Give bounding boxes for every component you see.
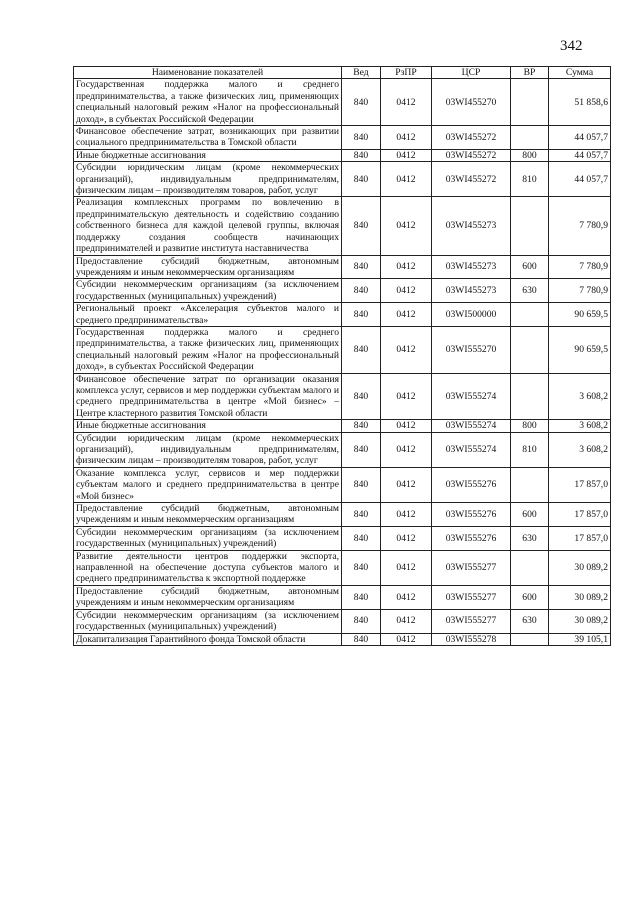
cell-sum: 3 608,2: [549, 373, 611, 420]
cell-csr: 03WI555270: [432, 326, 511, 373]
header-ved: Вед: [342, 67, 381, 79]
cell-sum: 90 659,5: [549, 326, 611, 373]
cell-name: Предоставление субсидий бюджетным, автономным учреждениям и иным некоммерческим организациям: [74, 503, 342, 527]
table-row: [74, 79, 611, 126]
cell-name: Оказание комплекса услуг, сервисов и мер поддержки субъектам малого и среднего предпринимательства в центре «Мой бизнес»: [74, 467, 342, 502]
header-name: Наименование показателей: [74, 67, 342, 79]
cell-vr: [511, 550, 549, 585]
cell-ved: 840: [342, 432, 381, 467]
cell-csr: 03WI555274: [432, 432, 511, 467]
cell-name: Региональный проект «Акселерация субъектов малого и среднего предпринимательства»: [74, 303, 342, 327]
cell-ved: 840: [342, 197, 381, 255]
cell-name: Иные бюджетные ассигнования: [74, 420, 342, 432]
table-row: [74, 126, 611, 150]
cell-csr: 03WI455273: [432, 279, 511, 303]
cell-rzpr: 0412: [381, 303, 432, 327]
cell-ved: 840: [342, 79, 381, 126]
cell-sum: 44 057,7: [549, 126, 611, 150]
cell-sum: 51 858,6: [549, 79, 611, 126]
cell-vr: [511, 326, 549, 373]
table-row: [74, 162, 611, 197]
cell-name: Развитие деятельности центров поддержки экспорта, направленной на обеспечение доступа субъектов малого и среднего предпринимательства к экспортной поддержке: [74, 550, 342, 585]
cell-sum: 30 089,2: [549, 609, 611, 633]
cell-ved: 840: [342, 279, 381, 303]
cell-sum: 44 057,7: [549, 149, 611, 161]
cell-rzpr: 0412: [381, 326, 432, 373]
cell-csr: 03WI555277: [432, 609, 511, 633]
cell-sum: 7 780,9: [549, 279, 611, 303]
cell-ved: 840: [342, 526, 381, 550]
cell-sum: 3 608,2: [549, 432, 611, 467]
cell-sum: 17 857,0: [549, 467, 611, 502]
cell-vr: [511, 303, 549, 327]
cell-rzpr: 0412: [381, 373, 432, 420]
cell-vr: [511, 633, 549, 645]
cell-sum: 7 780,9: [549, 197, 611, 255]
cell-name: Субсидии юридическим лицам (кроме некоммерческих организаций), индивидуальным предпринимателям, физическим лицам – производителям товаров, работ, услуг: [74, 162, 342, 197]
table-body: [74, 79, 611, 646]
cell-vr: [511, 197, 549, 255]
cell-name: Реализация комплексных программ по вовлечению в предпринимательскую деятельность и содействию созданию собственного бизнеса для каждой целевой группы, включая поддержку создания сообществ начинающих предпринимателей и развитие института наставничества: [74, 197, 342, 255]
cell-ved: 840: [342, 503, 381, 527]
cell-rzpr: 0412: [381, 149, 432, 161]
cell-vr: 800: [511, 149, 549, 161]
cell-name: Субсидии некоммерческим организациям (за исключением государственных (муниципальных) учреждений): [74, 609, 342, 633]
cell-csr: 03WI555274: [432, 373, 511, 420]
cell-csr: 03WI455272: [432, 149, 511, 161]
cell-csr: 03WI455272: [432, 162, 511, 197]
cell-rzpr: 0412: [381, 79, 432, 126]
cell-csr: 03WI555276: [432, 503, 511, 527]
cell-csr: 03WI455270: [432, 79, 511, 126]
cell-rzpr: 0412: [381, 503, 432, 527]
cell-sum: 17 857,0: [549, 526, 611, 550]
table-row: [74, 526, 611, 550]
cell-sum: 44 057,7: [549, 162, 611, 197]
table-row: [74, 197, 611, 255]
cell-rzpr: 0412: [381, 633, 432, 645]
cell-rzpr: 0412: [381, 162, 432, 197]
cell-ved: 840: [342, 420, 381, 432]
cell-ved: 840: [342, 585, 381, 609]
cell-vr: [511, 373, 549, 420]
cell-ved: 840: [342, 149, 381, 161]
cell-rzpr: 0412: [381, 609, 432, 633]
table-row: [74, 503, 611, 527]
cell-vr: 600: [511, 585, 549, 609]
cell-ved: 840: [342, 609, 381, 633]
table-header-row: [74, 67, 611, 79]
cell-rzpr: 0412: [381, 467, 432, 502]
cell-name: Финансовое обеспечение затрат по организации оказания комплекса услуг, сервисов и мер поддержки субъектам малого и среднего предпринимательства в центре «Мой бизнес» – Центре кластерного развития Томской области: [74, 373, 342, 420]
table-row: [74, 550, 611, 585]
header-vr: ВР: [511, 67, 549, 79]
cell-name: Иные бюджетные ассигнования: [74, 149, 342, 161]
cell-name: Субсидии юридическим лицам (кроме некоммерческих организаций), индивидуальным предпринимателям, физическим лицам – производителям товаров, работ, услуг: [74, 432, 342, 467]
cell-vr: 630: [511, 279, 549, 303]
cell-rzpr: 0412: [381, 255, 432, 279]
cell-csr: 03WI555274: [432, 420, 511, 432]
cell-ved: 840: [342, 326, 381, 373]
cell-rzpr: 0412: [381, 526, 432, 550]
cell-rzpr: 0412: [381, 197, 432, 255]
table-row: [74, 585, 611, 609]
cell-ved: 840: [342, 126, 381, 150]
cell-ved: 840: [342, 162, 381, 197]
budget-table: [73, 66, 611, 646]
page-number: 342: [560, 38, 583, 54]
cell-ved: 840: [342, 255, 381, 279]
cell-ved: 840: [342, 550, 381, 585]
cell-csr: 03WI455273: [432, 197, 511, 255]
cell-sum: 90 659,5: [549, 303, 611, 327]
cell-csr: 03WI555278: [432, 633, 511, 645]
cell-rzpr: 0412: [381, 550, 432, 585]
cell-vr: 810: [511, 432, 549, 467]
table-row: [74, 609, 611, 633]
cell-ved: 840: [342, 303, 381, 327]
cell-name: Финансовое обеспечение затрат, возникающих при развитии социального предпринимательства в Томской области: [74, 126, 342, 150]
cell-sum: 3 608,2: [549, 420, 611, 432]
table-row: [74, 255, 611, 279]
table-row: [74, 326, 611, 373]
cell-name: Субсидии некоммерческим организациям (за исключением государственных (муниципальных) учреждений): [74, 279, 342, 303]
table-row: [74, 420, 611, 432]
cell-vr: [511, 467, 549, 502]
cell-vr: 630: [511, 526, 549, 550]
cell-name: Государственная поддержка малого и среднего предпринимательства, а также физических лиц, применяющих специальный налоговый режим «Налог на профессиональный доход», в субъектах Российской Федерации: [74, 326, 342, 373]
cell-csr: 03WI555277: [432, 585, 511, 609]
cell-rzpr: 0412: [381, 126, 432, 150]
cell-vr: 810: [511, 162, 549, 197]
header-csr: ЦСР: [432, 67, 511, 79]
table-row: [74, 432, 611, 467]
cell-rzpr: 0412: [381, 420, 432, 432]
cell-vr: 600: [511, 255, 549, 279]
cell-rzpr: 0412: [381, 585, 432, 609]
cell-csr: 03WI455272: [432, 126, 511, 150]
cell-vr: 600: [511, 503, 549, 527]
cell-rzpr: 0412: [381, 279, 432, 303]
table-row: [74, 279, 611, 303]
cell-csr: 03WI455273: [432, 255, 511, 279]
cell-ved: 840: [342, 373, 381, 420]
cell-name: Предоставление субсидий бюджетным, автономным учреждениям и иным некоммерческим организациям: [74, 255, 342, 279]
cell-csr: 03WI500000: [432, 303, 511, 327]
cell-csr: 03WI555276: [432, 467, 511, 502]
cell-ved: 840: [342, 633, 381, 645]
table-row: [74, 373, 611, 420]
cell-sum: 7 780,9: [549, 255, 611, 279]
cell-sum: 30 089,2: [549, 550, 611, 585]
cell-vr: [511, 79, 549, 126]
table-row: [74, 633, 611, 645]
cell-vr: 630: [511, 609, 549, 633]
cell-ved: 840: [342, 467, 381, 502]
cell-sum: 39 105,1: [549, 633, 611, 645]
cell-sum: 17 857,0: [549, 503, 611, 527]
cell-name: Докапитализация Гарантийного фонда Томской области: [74, 633, 342, 645]
cell-name: Государственная поддержка малого и среднего предпринимательства, а также физических лиц, применяющих специальный налоговый режим «Налог на профессиональный доход», в субъектах Российской Федерации: [74, 79, 342, 126]
cell-rzpr: 0412: [381, 432, 432, 467]
table-row: [74, 467, 611, 502]
cell-vr: [511, 126, 549, 150]
cell-csr: 03WI555276: [432, 526, 511, 550]
cell-csr: 03WI555277: [432, 550, 511, 585]
cell-name: Субсидии некоммерческим организациям (за исключением государственных (муниципальных) учреждений): [74, 526, 342, 550]
header-sum: Сумма: [549, 67, 611, 79]
header-rzpr: РзПР: [381, 67, 432, 79]
cell-name: Предоставление субсидий бюджетным, автономным учреждениям и иным некоммерческим организациям: [74, 585, 342, 609]
cell-vr: 800: [511, 420, 549, 432]
table-row: [74, 149, 611, 161]
cell-sum: 30 089,2: [549, 585, 611, 609]
table-row: [74, 303, 611, 327]
